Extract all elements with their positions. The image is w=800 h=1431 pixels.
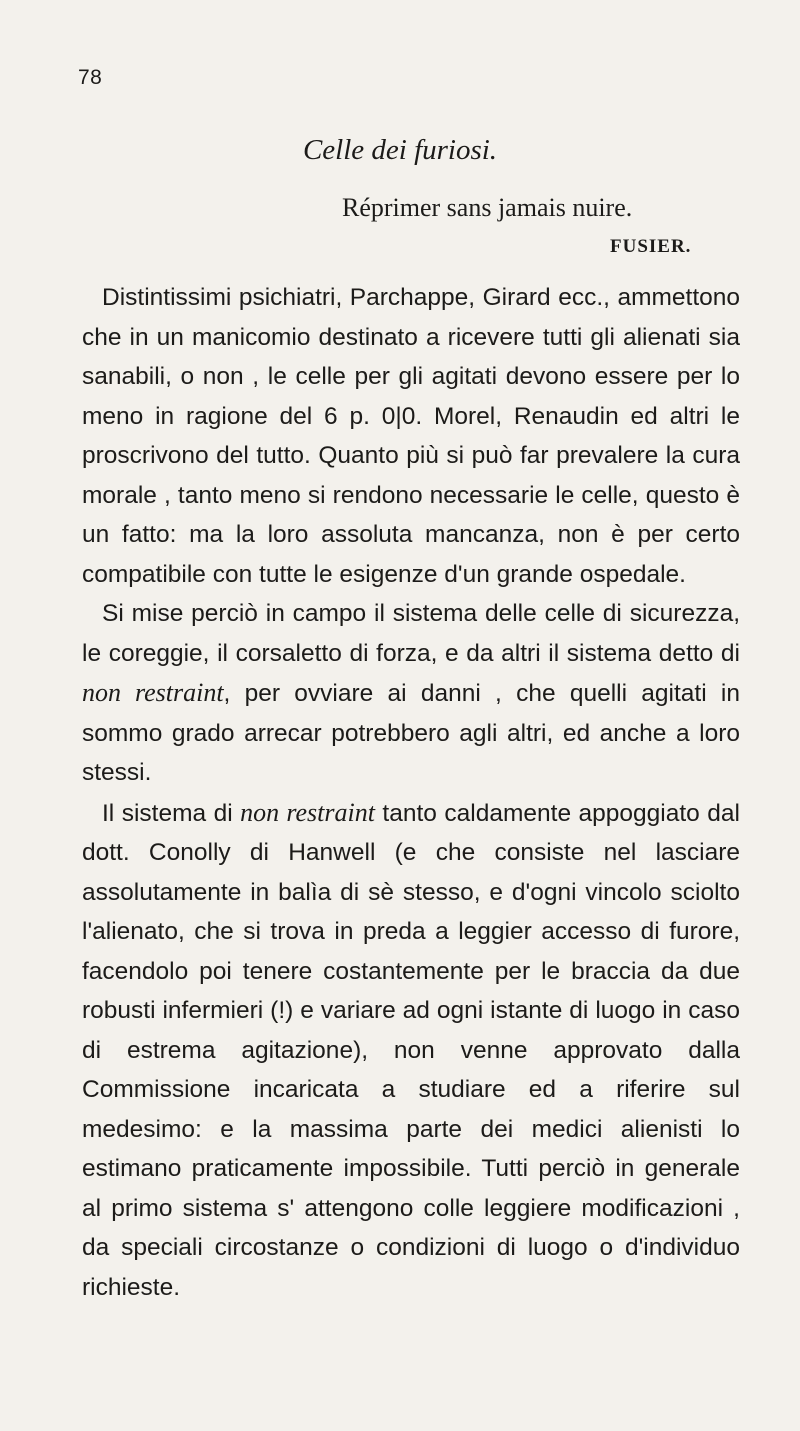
- paragraph-1: Distintissimi psichiatri, Parchappe, Girard ecc., ammettono che in un manicomio destinato a ricevere tutti gli alienati sia sanabili, o non , le celle per gli agitati devono essere per lo meno in ragione del 6 p. 0|0. Morel, Renaudin ed altri le proscrivono del tutto. Quanto più si può far prevalere la cura morale , tanto meno si rendono necessarie le celle, questo è un fatto: ma la loro assoluta mancanza, non è per certo compatibile con tutte le esigenze d'un grande ospedale.: [82, 284, 740, 588]
- epigraph-author: FUSIER.: [610, 236, 692, 257]
- paragraph-3-text-end: tanto caldamente appoggiato dal dott. Conolly di Hanwell (e che consiste nel lasciare assolutamente in balìa di sè stesso, e d'ogni vincolo sciolto l'alienato, che si trova in preda a leggier accesso di furore, facendolo poi tenere costantemente per le braccia da due robusti infermieri (!) e variare ad ogni istante di luogo in caso di estrema agitazione), non venne approvato dalla Commissione incaricata a studiare ed a riferire sul medesimo: e la massima parte dei medici alienisti lo estimano praticamente impossibile. Tutti perciò in generale al primo sistema s' attengono colle leggiere modificazioni , da speciali circostanze o condizioni di luogo o d'individuo richieste.: [82, 799, 740, 1301]
- paragraph-2: [82, 594, 740, 793]
- page-number: 78: [78, 66, 103, 89]
- paragraph-2-text-end: , per ovviare ai danni , che quelli agitati in sommo grado arrecar potrebbero agli altri, ed anche a loro stessi.: [82, 680, 740, 786]
- epigraph-quote: Réprimer sans jamais nuire.: [342, 193, 633, 222]
- paragraph-2-emphasis: non restraint: [82, 678, 224, 707]
- section-title: Celle dei furiosi.: [302, 134, 498, 166]
- paragraph-2-text-start: Si mise perciò in campo il sistema delle celle di sicurezza, le coreggie, il corsaletto di forza, e da altri il sistema detto di: [82, 600, 740, 667]
- paragraph-3: [82, 793, 740, 1308]
- paragraph-3-text-start: Il sistema di: [102, 799, 241, 827]
- paragraph-3-emphasis: non restraint: [240, 797, 375, 827]
- body-text: [82, 278, 740, 1307]
